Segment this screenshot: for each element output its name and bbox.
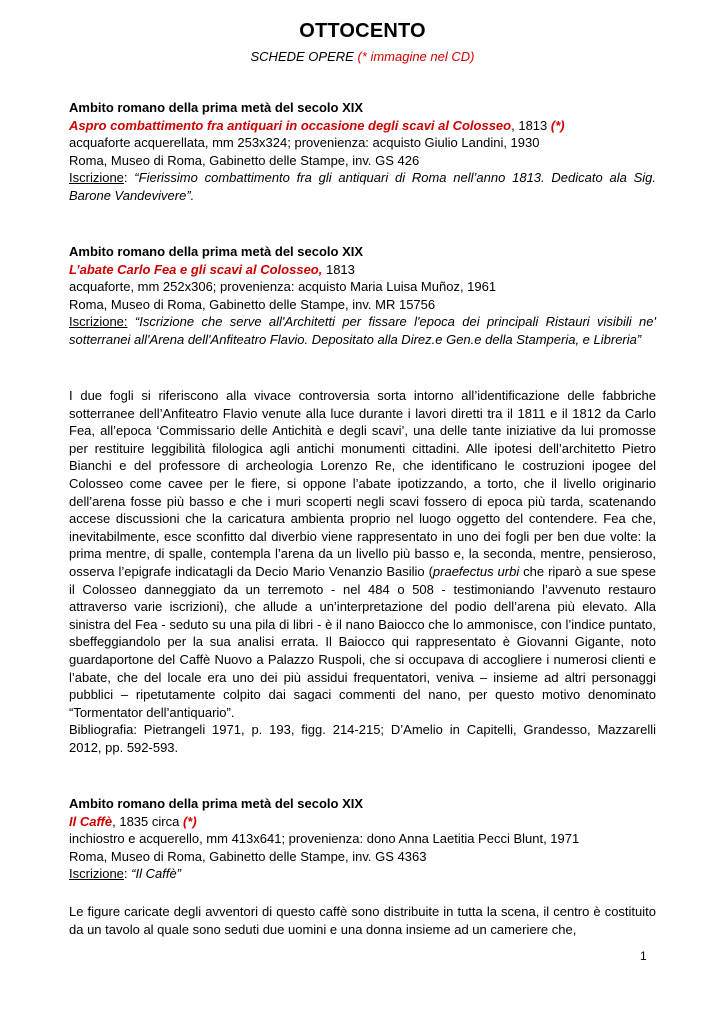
- description-after: che riparò a sue spese il Colosseo danneggiato da un terremoto - nel 484 o 508 - testimoniando l’avvenuto restauro attraverso varie iscrizioni), che allude a un’interpretazione del podio dell’arena più elevato. Alla sinistra del Fea - seduto su una pila di libri - è il nano Baiocco che lo ammonisce, con l’indice puntato, sbeffeggiandolo per la sua analisi errata. Il Baiocco qui rappresentato è Giovanni Gigante, noto guardaportone del Caffè Nuovo a Palazzo Ruspoli, che si occupava di accogliere i numerosi clienti e l’abate, che del locale era uno dei più assidui frequentatori, veniva – insieme ad altri personaggi pubblici – ripetutamente colpito dai sagaci commenti del nano, per questo motivo denominato “Tormentator dell’antiquario”.: [69, 563, 656, 720]
- entry-3-description: [69, 903, 656, 938]
- page-number: 1: [640, 949, 647, 963]
- entry-title-line: [69, 117, 656, 135]
- description-paragraph: Le figure caricate degli avventori di questo caffè sono distribuite in tutta la scena, il centro è costituito da un tavolo al quale sono seduti due uomini e una donna insieme ad un cameriere che,: [69, 904, 656, 937]
- subtitle-main: SCHEDE OPERE: [250, 49, 354, 64]
- entry-inscription: [69, 313, 656, 348]
- entry-title-line: [69, 261, 656, 279]
- entry-location: Roma, Museo di Roma, Gabinetto delle Stampe, inv. MR 15756: [69, 296, 436, 312]
- entry-inscription: [69, 865, 656, 883]
- description-paragraph: [69, 387, 656, 721]
- description-italic: praefectus urbi: [432, 563, 520, 579]
- inscription-text: “Fierissimo combattimento fra gli antiquari di Roma nell’anno 1813. Dedicato ala Sig. Barone Vandevivere”.: [69, 170, 656, 203]
- inscription-label: Iscrizione: [69, 866, 124, 882]
- entry-1: [69, 99, 656, 205]
- entry-year: , 1813: [511, 117, 548, 133]
- page-subtitle: [0, 49, 725, 64]
- subtitle-note: (* immagine nel CD): [357, 49, 475, 64]
- entry-2-description: [69, 387, 656, 756]
- entry-title: L’abate Carlo Fea e gli scavi al Colosseo,: [69, 261, 323, 277]
- entry-title-line: [69, 813, 656, 831]
- image-mark: (*): [182, 813, 197, 829]
- entry-year: , 1835 circa: [112, 813, 183, 829]
- inscription-label: Iscrizione: [69, 170, 124, 186]
- entry-2: [69, 243, 656, 349]
- entry-technique: acquaforte, mm 252x306; provenienza: acquisto Maria Luisa Muñoz, 1961: [69, 279, 497, 295]
- entry-technique: inchiostro e acquerello, mm 413x641; provenienza: dono Anna Laetitia Pecci Blunt, 1971: [69, 831, 580, 847]
- entry-year: 1813: [322, 261, 355, 277]
- image-mark: (*): [550, 117, 565, 133]
- inscription-colon: :: [123, 866, 128, 882]
- page-title: OTTOCENTO: [299, 20, 426, 42]
- description-before: I due fogli si riferiscono alla vivace controversia sorta intorno all’identificazione delle fabbriche sotterranee dell’Anfiteatro Flavio venute alla luce durante i lavori diretti tra il 1811 e il 1812 da Carlo Fea, all’epoca ‘Commissario delle Antichità e degli scavi’, una delle tante iniziative da lui promosse per restituire leggibilità filologica agli antichi monumenti cittadini. Alle ipotesi dell’architetto Pietro Bianchi e del professore di archeologia Lorenzo Re, che identificano le costruzioni ipogee del Colosseo come cavee per le fiere, si oppone l’abate ipotizzando, a torto, che il livello originario dell’arena fosse più basso e che i muri scoperti negli scavi fossero di epoca più tarda, scatenando accese discussioni che la caricatura ambienta proprio nel luogo oggetto del contendere. Fea che, inevitabilmente, esce sconfitto dal diverbio viene rappresentato in uno dei fogli per ben due volte: la prima mentre, di spalle, contempla l’arena da un livello più basso e, la seconda, mentre, pensieroso, osserva l’epigrafe indicatagli da Decio Mario Venanzio Basilio (: [69, 388, 656, 579]
- entry-attribution: Ambito romano della prima metà del secolo XIX: [69, 100, 364, 115]
- entry-title: Il Caffè: [69, 813, 113, 829]
- inscription-label: Iscrizione:: [69, 314, 128, 330]
- inscription-colon: :: [123, 170, 128, 186]
- entry-attribution: Ambito romano della prima metà del secolo XIX: [69, 244, 364, 259]
- entry-attribution: Ambito romano della prima metà del secolo XIX: [69, 796, 364, 811]
- entry-title: Aspro combattimento fra antiquari in occasione degli scavi al Colosseo: [69, 117, 512, 133]
- entry-inscription: [69, 169, 656, 204]
- inscription-text: “Iscrizione che serve all'Architetti per fissare l'epoca dei principali Ristauri visibili ne' sotterranei all'Arena dell'Anfiteatro Flavio. Depositato alla Direz.e Gen.e della Stamperia, e Libreria”: [69, 314, 656, 347]
- entry-3: [69, 795, 656, 883]
- entry-location: Roma, Museo di Roma, Gabinetto delle Stampe, inv. GS 426: [69, 152, 420, 168]
- entry-location: Roma, Museo di Roma, Gabinetto delle Stampe, inv. GS 4363: [69, 848, 427, 864]
- bibliography: Bibliografia: Pietrangeli 1971, p. 193, figg. 214-215; D’Amelio in Capitelli, Grandesso, Mazzarelli 2012, pp. 592-593.: [69, 722, 656, 755]
- inscription-text: “Il Caffè”: [127, 866, 182, 882]
- entry-technique: acquaforte acquerellata, mm 253x324; provenienza: acquisto Giulio Landini, 1930: [69, 135, 540, 151]
